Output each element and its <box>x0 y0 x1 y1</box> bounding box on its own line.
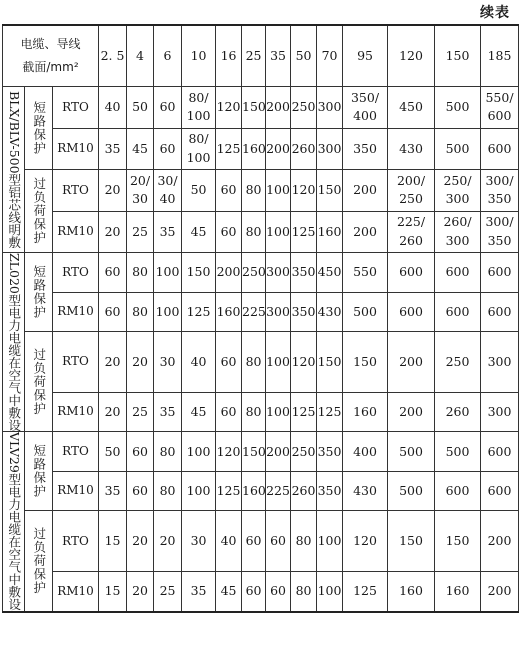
rating-cell: 80 <box>127 292 154 332</box>
fuse-device-cell: RTO <box>53 511 99 572</box>
rating-cell: 100 <box>154 253 182 293</box>
rating-cell: 160 <box>242 471 266 511</box>
size-header-cell: 25 <box>242 25 266 87</box>
rating-cell: 35 <box>182 572 216 612</box>
rating-cell: 60 <box>242 572 266 612</box>
rating-cell: 20 <box>127 511 154 572</box>
size-header-cell: 6 <box>154 25 182 87</box>
rating-cell: 45 <box>127 128 154 170</box>
size-header-cell: 4 <box>127 25 154 87</box>
rating-cell: 120 <box>291 332 317 393</box>
rating-cell: 35 <box>154 392 182 432</box>
rating-cell: 450 <box>317 253 343 293</box>
rating-cell: 260 <box>291 128 317 170</box>
rating-cell: 15 <box>99 572 127 612</box>
rating-cell: 160 <box>242 128 266 170</box>
rating-cell: 40 <box>182 332 216 393</box>
rating-cell: 600 <box>435 253 481 293</box>
rating-cell: 125 <box>182 292 216 332</box>
rating-cell: 80 <box>291 511 317 572</box>
stacked-rating: 80/ 100 <box>186 89 211 124</box>
rating-cell: 125 <box>291 392 317 432</box>
rating-cell: 350 <box>291 253 317 293</box>
size-header-cell: 35 <box>266 25 291 87</box>
rating-cell: 35 <box>99 471 127 511</box>
rating-cell: 600 <box>435 292 481 332</box>
protection-type-label: 过负荷保护 <box>31 177 47 245</box>
rating-cell: 160 <box>343 392 388 432</box>
rating-cell: 500 <box>435 432 481 472</box>
rating-cell: 25 <box>127 392 154 432</box>
rating-cell <box>154 170 182 212</box>
rating-cell: 125 <box>343 572 388 612</box>
stacked-rating: 200/ 250 <box>396 172 426 207</box>
table-row <box>3 471 519 511</box>
rating-cell: 20 <box>154 511 182 572</box>
rating-cell: 30 <box>154 332 182 393</box>
rating-cell: 500 <box>435 87 481 129</box>
cable-category-label: BLX/BLV-500型铝芯线明敷 <box>6 90 22 249</box>
rating-cell: 80 <box>242 170 266 212</box>
rating-cell: 15 <box>99 511 127 572</box>
rating-cell: 300 <box>481 392 519 432</box>
fuse-device-cell: RM10 <box>53 572 99 612</box>
rating-cell: 200 <box>388 332 435 393</box>
rating-cell: 20 <box>99 211 127 253</box>
fuse-rating-table <box>2 24 519 613</box>
stacked-rating: 550/ 600 <box>485 89 514 124</box>
rating-cell: 100 <box>182 471 216 511</box>
rating-cell <box>182 128 216 170</box>
rating-cell: 45 <box>182 392 216 432</box>
rating-cell: 20 <box>127 332 154 393</box>
rating-cell: 200 <box>388 392 435 432</box>
rating-cell: 25 <box>127 211 154 253</box>
rating-cell: 45 <box>182 211 216 253</box>
rating-cell: 225 <box>242 292 266 332</box>
protection-type-cell <box>25 432 53 511</box>
rating-cell: 60 <box>216 332 242 393</box>
cable-category-cell <box>3 253 25 432</box>
protection-type-cell <box>25 253 53 332</box>
table-row <box>3 432 519 472</box>
rating-cell: 160 <box>216 292 242 332</box>
rating-cell: 600 <box>388 292 435 332</box>
protection-type-cell <box>25 332 53 432</box>
rating-cell: 260 <box>291 471 317 511</box>
rating-cell: 300 <box>317 128 343 170</box>
rating-cell: 200 <box>343 211 388 253</box>
fuse-device-cell: RTO <box>53 253 99 293</box>
rating-cell: 150 <box>343 332 388 393</box>
rating-cell: 350 <box>343 128 388 170</box>
rating-cell: 60 <box>216 211 242 253</box>
rating-cell: 200 <box>481 511 519 572</box>
rating-cell: 80 <box>154 471 182 511</box>
fuse-device-cell: RM10 <box>53 211 99 253</box>
size-header-cell: 70 <box>317 25 343 87</box>
rating-cell: 125 <box>317 392 343 432</box>
rating-cell: 500 <box>343 292 388 332</box>
rating-cell: 125 <box>291 211 317 253</box>
rating-cell: 80 <box>242 332 266 393</box>
rating-cell: 500 <box>388 432 435 472</box>
rating-cell: 50 <box>127 87 154 129</box>
rating-cell: 600 <box>481 432 519 472</box>
cable-category-label: VLV29型电力电缆在空气中敷设 <box>6 432 22 611</box>
rating-cell: 260 <box>435 392 481 432</box>
rating-cell: 60 <box>127 432 154 472</box>
table-row <box>3 572 519 612</box>
rating-cell: 60 <box>216 392 242 432</box>
rating-cell: 80 <box>242 392 266 432</box>
protection-type-label: 短路保护 <box>31 101 47 155</box>
rating-cell: 125 <box>216 471 242 511</box>
rating-cell: 60 <box>242 511 266 572</box>
size-header-cell: 10 <box>182 25 216 87</box>
rating-cell: 150 <box>388 511 435 572</box>
stacked-rating: 20/ 30 <box>129 172 151 207</box>
size-header-cell: 2. 5 <box>99 25 127 87</box>
table-row <box>3 211 519 253</box>
rating-cell: 600 <box>435 471 481 511</box>
cable-category-label: ZL020型电力电缆在空气中敷设 <box>6 253 22 432</box>
rating-cell: 60 <box>266 511 291 572</box>
rating-cell <box>182 87 216 129</box>
stacked-rating: 260/ 300 <box>443 214 472 248</box>
rating-cell: 80 <box>291 572 317 612</box>
rating-cell: 225 <box>266 471 291 511</box>
size-header-cell: 16 <box>216 25 242 87</box>
rating-cell: 25 <box>154 572 182 612</box>
rating-cell: 500 <box>388 471 435 511</box>
rating-cell: 60 <box>154 128 182 170</box>
rating-cell: 200 <box>266 432 291 472</box>
rating-cell <box>481 211 519 253</box>
fuse-device-cell: RM10 <box>53 392 99 432</box>
rating-cell: 150 <box>182 253 216 293</box>
rating-cell <box>435 211 481 253</box>
rating-cell: 150 <box>435 511 481 572</box>
param-header-line1: 电缆、导线 <box>20 37 81 52</box>
rating-cell: 600 <box>481 253 519 293</box>
rating-cell: 100 <box>266 332 291 393</box>
rating-cell: 500 <box>435 128 481 170</box>
rating-cell: 30 <box>182 511 216 572</box>
size-header-cell: 185 <box>481 25 519 87</box>
stacked-rating: 225/ 260 <box>396 214 426 248</box>
stacked-rating: 250/ 300 <box>443 172 472 207</box>
protection-type-label: 过负荷保护 <box>31 347 47 416</box>
rating-cell: 200 <box>481 572 519 612</box>
rating-cell: 100 <box>266 211 291 253</box>
param-header-cell <box>3 25 99 87</box>
header-row <box>3 25 519 87</box>
rating-cell: 60 <box>266 572 291 612</box>
rating-cell: 200 <box>216 253 242 293</box>
rating-cell: 250 <box>435 332 481 393</box>
rating-cell: 250 <box>291 87 317 129</box>
rating-cell: 60 <box>154 87 182 129</box>
rating-cell: 350 <box>317 432 343 472</box>
rating-cell: 550 <box>343 253 388 293</box>
rating-cell: 50 <box>182 170 216 212</box>
protection-type-cell <box>25 170 53 253</box>
param-header-line2: 截面/mm² <box>22 60 79 74</box>
rating-cell: 45 <box>216 572 242 612</box>
rating-cell <box>388 211 435 253</box>
rating-cell: 100 <box>266 392 291 432</box>
cable-category-cell <box>3 432 25 612</box>
rating-cell: 250 <box>242 253 266 293</box>
stacked-rating: 30/ 40 <box>157 172 178 207</box>
cable-category-cell <box>3 87 25 253</box>
rating-cell: 160 <box>435 572 481 612</box>
table-row <box>3 170 519 212</box>
rating-cell: 100 <box>154 292 182 332</box>
stacked-rating: 300/ 350 <box>485 214 514 248</box>
rating-cell: 600 <box>481 128 519 170</box>
rating-cell: 430 <box>343 471 388 511</box>
rating-cell: 100 <box>317 572 343 612</box>
stacked-rating: 300/ 350 <box>485 172 514 207</box>
table-row <box>3 292 519 332</box>
rating-cell: 250 <box>291 432 317 472</box>
rating-cell: 125 <box>216 128 242 170</box>
rating-cell: 40 <box>216 511 242 572</box>
rating-cell: 160 <box>317 211 343 253</box>
fuse-device-cell: RM10 <box>53 292 99 332</box>
rating-cell: 50 <box>99 432 127 472</box>
table-row <box>3 332 519 393</box>
protection-type-label: 过负荷保护 <box>31 527 47 595</box>
rating-cell: 35 <box>154 211 182 253</box>
rating-cell: 160 <box>388 572 435 612</box>
rating-cell: 150 <box>317 332 343 393</box>
stacked-rating: 350/ 400 <box>350 89 380 124</box>
rating-cell: 430 <box>388 128 435 170</box>
table-row <box>3 87 519 129</box>
rating-cell <box>481 170 519 212</box>
rating-cell: 20 <box>99 332 127 393</box>
rating-cell: 200 <box>266 128 291 170</box>
rating-cell: 100 <box>182 432 216 472</box>
rating-cell <box>481 87 519 129</box>
rating-cell: 400 <box>343 432 388 472</box>
fuse-device-cell: RM10 <box>53 471 99 511</box>
rating-cell: 60 <box>99 292 127 332</box>
rating-cell <box>388 170 435 212</box>
table-row <box>3 253 519 293</box>
rating-cell: 80 <box>242 211 266 253</box>
table-row <box>3 392 519 432</box>
fuse-device-cell: RTO <box>53 432 99 472</box>
size-header-cell: 120 <box>388 25 435 87</box>
stacked-rating: 80/ 100 <box>186 131 211 165</box>
protection-type-cell <box>25 511 53 612</box>
rating-cell <box>435 170 481 212</box>
rating-cell: 60 <box>216 170 242 212</box>
rating-cell: 20 <box>127 572 154 612</box>
rating-cell: 100 <box>317 511 343 572</box>
rating-cell: 300 <box>317 87 343 129</box>
protection-type-cell <box>25 87 53 170</box>
rating-cell: 120 <box>216 87 242 129</box>
rating-cell: 300 <box>266 292 291 332</box>
table-row <box>3 511 519 572</box>
continued-table-caption: 续表 <box>480 5 510 21</box>
rating-cell: 600 <box>481 471 519 511</box>
rating-cell <box>127 170 154 212</box>
fuse-device-cell: RM10 <box>53 128 99 170</box>
fuse-device-cell: RTO <box>53 170 99 212</box>
rating-cell: 20 <box>99 392 127 432</box>
rating-cell: 300 <box>481 332 519 393</box>
size-header-cell: 95 <box>343 25 388 87</box>
rating-cell: 40 <box>99 87 127 129</box>
rating-cell: 150 <box>242 432 266 472</box>
size-header-cell: 150 <box>435 25 481 87</box>
fuse-device-cell: RTO <box>53 87 99 129</box>
rating-cell: 430 <box>317 292 343 332</box>
fuse-device-cell: RTO <box>53 332 99 393</box>
rating-cell: 100 <box>266 170 291 212</box>
rating-cell: 120 <box>216 432 242 472</box>
rating-cell: 350 <box>291 292 317 332</box>
rating-cell: 150 <box>242 87 266 129</box>
rating-cell: 350 <box>317 471 343 511</box>
rating-cell: 200 <box>343 170 388 212</box>
rating-cell: 600 <box>388 253 435 293</box>
rating-cell: 200 <box>266 87 291 129</box>
rating-cell: 20 <box>99 170 127 212</box>
rating-cell: 450 <box>388 87 435 129</box>
rating-cell: 150 <box>317 170 343 212</box>
rating-cell: 80 <box>127 253 154 293</box>
rating-cell: 120 <box>343 511 388 572</box>
protection-type-label: 短路保护 <box>31 265 47 319</box>
rating-cell: 600 <box>481 292 519 332</box>
rating-cell: 120 <box>291 170 317 212</box>
rating-cell: 60 <box>99 253 127 293</box>
rating-cell: 35 <box>99 128 127 170</box>
table-row <box>3 128 519 170</box>
rating-cell: 300 <box>266 253 291 293</box>
rating-cell: 80 <box>154 432 182 472</box>
protection-type-label: 短路保护 <box>31 444 47 499</box>
rating-cell <box>343 87 388 129</box>
rating-cell: 60 <box>127 471 154 511</box>
size-header-cell: 50 <box>291 25 317 87</box>
